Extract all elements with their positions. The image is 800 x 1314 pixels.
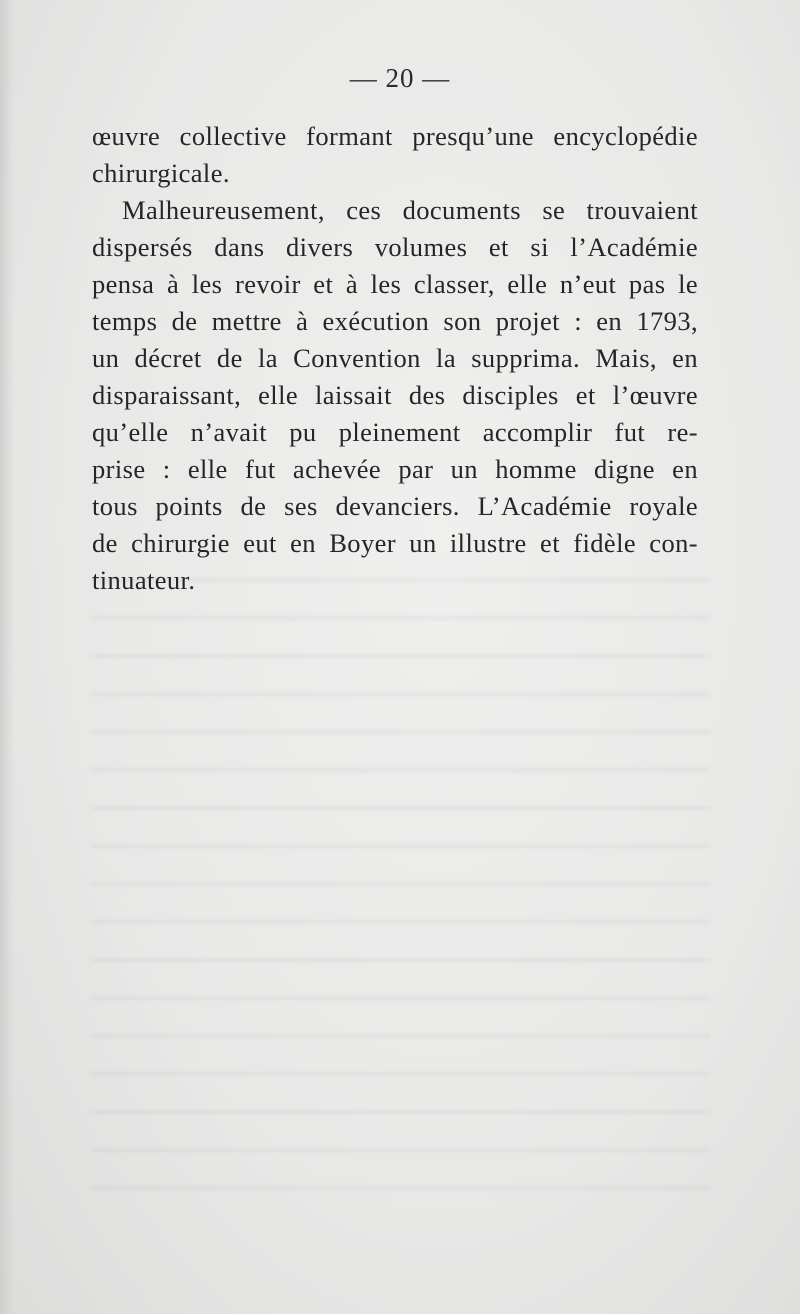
text-line: tinuateur. — [92, 565, 196, 595]
text-line: un décret de la Convention la supprima. Mais, en — [92, 343, 698, 373]
text-line: dispersés dans divers volumes et si l’Académie — [92, 232, 698, 262]
text-line: prise : elle fut achevée par un homme digne en — [92, 454, 698, 484]
text-line: temps de mettre à exécution son projet : en 1793, — [92, 306, 698, 336]
text-line: pensa à les revoir et à les classer, elle n’eut pas le — [92, 269, 698, 299]
text-line: qu’elle n’avait pu pleinement accomplir fut re- — [92, 417, 698, 447]
text-line: œuvre collective formant presqu’une encyclopédie — [92, 121, 698, 151]
body-text — [92, 118, 698, 599]
page-edge-shadow — [0, 0, 14, 1314]
bleed-through-text — [90, 560, 710, 1200]
text-line: chirurgicale. — [92, 158, 230, 188]
text-line: de chirurgie eut en Boyer un illustre et fidèle con- — [92, 528, 698, 558]
text-line: disparaissant, elle laissait des disciples et l’œuvre — [92, 380, 698, 410]
text-line: Malheureusement, ces documents se trouvaient — [122, 195, 698, 225]
text-line: tous points de ses devanciers. L’Académie royale — [92, 491, 698, 521]
page-number: — 20 — — [349, 63, 451, 93]
